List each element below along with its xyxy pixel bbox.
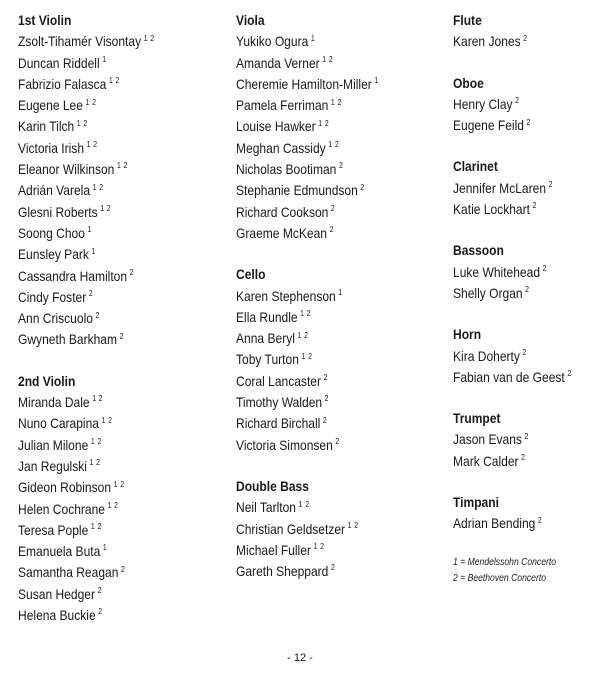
player-name: Anna Beryl <box>236 330 295 347</box>
player-row <box>236 53 417 74</box>
player-name: Victoria Simonsen <box>236 436 333 453</box>
concerto-marks: 1 2 <box>89 458 101 468</box>
player-row <box>18 456 194 477</box>
section-2nd-violin <box>18 371 223 627</box>
section-cello <box>236 264 446 456</box>
player-name: Kira Doherty <box>453 347 520 364</box>
concerto-marks: 2 <box>567 369 572 379</box>
player-row <box>18 435 194 456</box>
section-double-bass <box>236 476 446 582</box>
player-name: Eleanor Wilkinson <box>18 161 115 178</box>
section-title: Flute <box>453 12 482 28</box>
player-name: Karin Tilch <box>18 118 75 135</box>
player-name: Helena Buckie <box>18 607 96 624</box>
player-row <box>18 244 194 265</box>
player-row <box>453 262 579 283</box>
section-title: Viola <box>236 12 265 28</box>
concerto-marks: 1 2 <box>86 140 98 150</box>
player-name: Amanda Verner <box>236 54 320 71</box>
player-name: Mark Calder <box>453 452 519 469</box>
concerto-marks: 1 2 <box>90 522 102 532</box>
player-name: Gareth Sheppard <box>236 563 329 580</box>
player-row <box>18 138 194 159</box>
concerto-marks: 1 2 <box>300 309 312 319</box>
concerto-marks: 2 <box>523 33 528 43</box>
concerto-marks: 2 <box>129 267 134 277</box>
concerto-marks: 1 <box>338 287 343 297</box>
section-title: Bassoon <box>453 242 504 259</box>
concerto-marks: 2 <box>324 394 329 404</box>
player-row <box>236 519 417 540</box>
player-row <box>236 31 417 52</box>
player-row <box>236 116 417 137</box>
concerto-marks: 1 2 <box>113 479 125 489</box>
player-row <box>18 541 194 562</box>
player-row <box>18 308 194 329</box>
player-row <box>236 138 417 159</box>
section-title: Trumpet <box>453 410 501 427</box>
section-trumpet <box>453 408 600 472</box>
concerto-marks: 2 <box>338 161 344 171</box>
player-name: Fabrizio Falasca <box>18 75 107 92</box>
concerto-marks: 2 <box>329 225 334 235</box>
section-viola <box>236 10 446 244</box>
player-row <box>236 349 417 370</box>
player-row <box>453 94 579 115</box>
player-name: Coral Lancaster <box>236 372 321 389</box>
player-row <box>236 413 417 434</box>
player-name: Toby Turton <box>236 351 299 368</box>
legend-line-beethoven: 2 = Beethoven Concerto <box>453 572 547 584</box>
player-row <box>18 202 194 223</box>
concerto-marks: 2 <box>537 515 543 525</box>
player-row <box>18 392 194 413</box>
concerto-marks: 2 <box>98 607 103 617</box>
concerto-marks: 1 <box>102 543 108 553</box>
player-row <box>236 435 417 456</box>
concerto-marks: 2 <box>322 415 328 425</box>
player-name: Katie Lockhart <box>453 201 530 218</box>
concerto-marks: 1 2 <box>298 499 310 509</box>
roster-column-1 <box>18 10 223 646</box>
concerto-marks: 2 <box>120 564 126 574</box>
player-row <box>18 116 194 137</box>
concerto-marks: 2 <box>360 182 365 192</box>
concerto-marks: 2 <box>542 264 547 274</box>
player-row <box>18 329 194 350</box>
player-name: Richard Cookson <box>236 203 329 220</box>
player-row <box>453 283 579 304</box>
concerto-marks: 1 2 <box>301 351 313 361</box>
legend-line-mendelssohn: 1 = Mendelssohn Concerto <box>453 556 557 568</box>
player-name: Karen Jones <box>453 33 521 50</box>
concerto-marks: 1 2 <box>347 520 359 530</box>
player-row <box>18 605 194 626</box>
player-name: Louise Hawker <box>236 118 316 135</box>
player-name: Eugene Feild <box>453 117 524 134</box>
concerto-marks: 2 <box>335 436 340 446</box>
player-name: Nuno Carapina <box>18 415 99 432</box>
player-name: Karen Stephenson <box>236 287 336 304</box>
concerto-marks: 1 2 <box>92 182 104 192</box>
concerto-marks: 1 2 <box>100 204 112 214</box>
concerto-marks: 2 <box>532 201 537 211</box>
player-name: Gideon Robinson <box>18 479 112 496</box>
concerto-marks: 2 <box>330 563 336 573</box>
concerto-legend <box>453 555 600 587</box>
concerto-marks: 1 2 <box>318 118 330 128</box>
player-row <box>18 266 194 287</box>
player-row <box>236 497 417 518</box>
player-row <box>236 180 417 201</box>
player-row <box>18 74 194 95</box>
player-name: Glesni Roberts <box>18 203 98 220</box>
player-name: Ella Rundle <box>236 308 298 325</box>
concerto-marks: 1 <box>374 76 379 86</box>
player-row <box>236 307 417 328</box>
player-row <box>18 159 194 180</box>
concerto-marks: 2 <box>515 96 520 106</box>
player-name: Cheremie Hamilton-Miller <box>236 75 372 92</box>
player-row <box>453 451 579 472</box>
concerto-marks: 1 <box>310 33 316 43</box>
concerto-marks: 1 2 <box>143 33 155 43</box>
concerto-marks: 2 <box>323 373 328 383</box>
concerto-marks: 1 2 <box>90 436 102 446</box>
concerto-marks: 1 2 <box>297 330 309 340</box>
player-row <box>453 31 579 52</box>
player-row <box>453 367 579 388</box>
player-row <box>18 53 194 74</box>
section-title: Timpani <box>453 494 499 511</box>
player-row <box>236 561 417 582</box>
player-name: Helen Cochrane <box>18 500 106 517</box>
player-row <box>236 328 417 349</box>
section-clarinet <box>453 156 600 220</box>
player-name: Gwyneth Barkham <box>18 331 118 348</box>
section-title: Double Bass <box>236 477 309 494</box>
concerto-marks: 1 2 <box>328 140 340 150</box>
player-name: Duncan Riddell <box>18 54 100 71</box>
concerto-marks: 1 <box>102 54 107 64</box>
section-title: 1st Violin <box>18 12 72 28</box>
player-row <box>18 223 194 244</box>
player-name: Yukiko Ogura <box>236 33 309 50</box>
player-name: Graeme McKean <box>236 224 328 241</box>
concerto-marks: 1 2 <box>107 500 119 510</box>
concerto-marks: 2 <box>524 431 529 441</box>
section-timpani <box>453 492 600 535</box>
player-row <box>18 31 194 52</box>
player-row <box>236 392 417 413</box>
section-title: Cello <box>236 266 266 283</box>
player-row <box>236 371 417 392</box>
concerto-marks: 1 2 <box>313 542 325 552</box>
player-row <box>236 74 417 95</box>
player-name: Soong Choo <box>18 224 85 241</box>
section-bassoon <box>453 240 600 304</box>
player-name: Jennifer McLaren <box>453 179 547 196</box>
player-name: Shelly Organ <box>453 284 523 301</box>
player-name: Eunsley Park <box>18 246 89 263</box>
player-name: Meghan Cassidy <box>236 139 326 156</box>
section-1st-violin <box>18 10 223 351</box>
page-number: - 12 - <box>287 652 313 664</box>
player-row <box>236 95 417 116</box>
player-name: Miranda Dale <box>18 394 90 411</box>
player-name: Eugene Lee <box>18 97 83 114</box>
concerto-marks: 1 2 <box>322 54 334 64</box>
roster-column-2 <box>236 10 446 602</box>
section-title: Clarinet <box>453 158 498 175</box>
section-title: Horn <box>453 326 482 343</box>
player-name: Julian Milone <box>18 436 89 453</box>
player-row <box>453 178 579 199</box>
player-name: Luke Whitehead <box>453 263 541 280</box>
player-row <box>18 477 194 498</box>
concerto-marks: 2 <box>330 204 336 214</box>
player-name: Adrián Varela <box>18 182 91 199</box>
player-row <box>18 287 194 308</box>
player-name: Emanuela Buta <box>18 543 101 560</box>
section-flute <box>453 10 600 53</box>
player-name: Teresa Pople <box>18 521 89 538</box>
player-name: Henry Clay <box>453 95 513 112</box>
player-row <box>236 223 417 244</box>
concerto-marks: 2 <box>88 289 94 299</box>
player-name: Zsolt-Tihamér Visontay <box>18 33 142 50</box>
player-row <box>18 180 194 201</box>
player-name: Stephanie Edmundson <box>236 182 358 199</box>
player-name: Michael Fuller <box>236 541 311 558</box>
concerto-marks: 1 2 <box>92 394 104 404</box>
section-title: 2nd Violin <box>18 372 76 389</box>
section-horn <box>453 324 600 388</box>
player-row <box>453 346 579 367</box>
player-name: Jason Evans <box>453 431 522 448</box>
player-row <box>453 115 579 136</box>
concerto-marks: 1 2 <box>330 97 342 107</box>
concerto-marks: 2 <box>521 453 526 463</box>
player-name: Jan Regulski <box>18 457 87 474</box>
concerto-marks: 1 <box>91 246 96 256</box>
concerto-marks: 2 <box>522 347 527 357</box>
concerto-marks: 2 <box>97 586 102 596</box>
concerto-marks: 1 2 <box>101 415 113 425</box>
player-row <box>18 413 194 434</box>
player-name: Fabian van de Geest <box>453 368 565 385</box>
player-row <box>453 513 579 534</box>
concerto-marks: 2 <box>525 285 530 295</box>
player-name: Cindy Foster <box>18 288 87 305</box>
player-row <box>18 520 194 541</box>
concerto-marks: 2 <box>95 310 100 320</box>
concerto-marks: 2 <box>548 180 553 190</box>
player-row <box>18 562 194 583</box>
player-row <box>236 286 417 307</box>
player-row <box>453 199 579 220</box>
player-name: Richard Birchall <box>236 415 321 432</box>
player-name: Pamela Ferriman <box>236 97 329 114</box>
section-oboe <box>453 73 600 137</box>
concerto-marks: 2 <box>526 117 531 127</box>
concerto-marks: 1 2 <box>116 161 128 171</box>
player-row <box>18 584 194 605</box>
player-name: Samantha Reagan <box>18 564 119 581</box>
player-name: Nicholas Bootiman <box>236 161 337 178</box>
section-title: Oboe <box>453 74 484 91</box>
player-name: Neil Tarlton <box>236 499 297 516</box>
concerto-marks: 2 <box>119 331 124 341</box>
player-name: Ann Criscuolo <box>18 310 93 327</box>
concerto-marks: 1 2 <box>85 97 97 107</box>
player-row <box>18 95 194 116</box>
concerto-marks: 1 <box>87 225 92 235</box>
concerto-marks: 1 2 <box>108 76 120 86</box>
player-row <box>18 499 194 520</box>
player-name: Timothy Walden <box>236 394 323 411</box>
concerto-marks: 1 2 <box>76 118 88 128</box>
player-name: Adrian Bending <box>453 515 536 532</box>
roster-column-3 <box>453 10 600 587</box>
player-row <box>236 202 417 223</box>
player-name: Susan Hedger <box>18 585 95 602</box>
player-name: Victoria Irish <box>18 139 85 156</box>
player-row <box>453 429 579 450</box>
player-row <box>236 159 417 180</box>
player-name: Christian Geldsetzer <box>236 520 346 537</box>
player-row <box>236 540 417 561</box>
player-name: Cassandra Hamilton <box>18 267 128 284</box>
